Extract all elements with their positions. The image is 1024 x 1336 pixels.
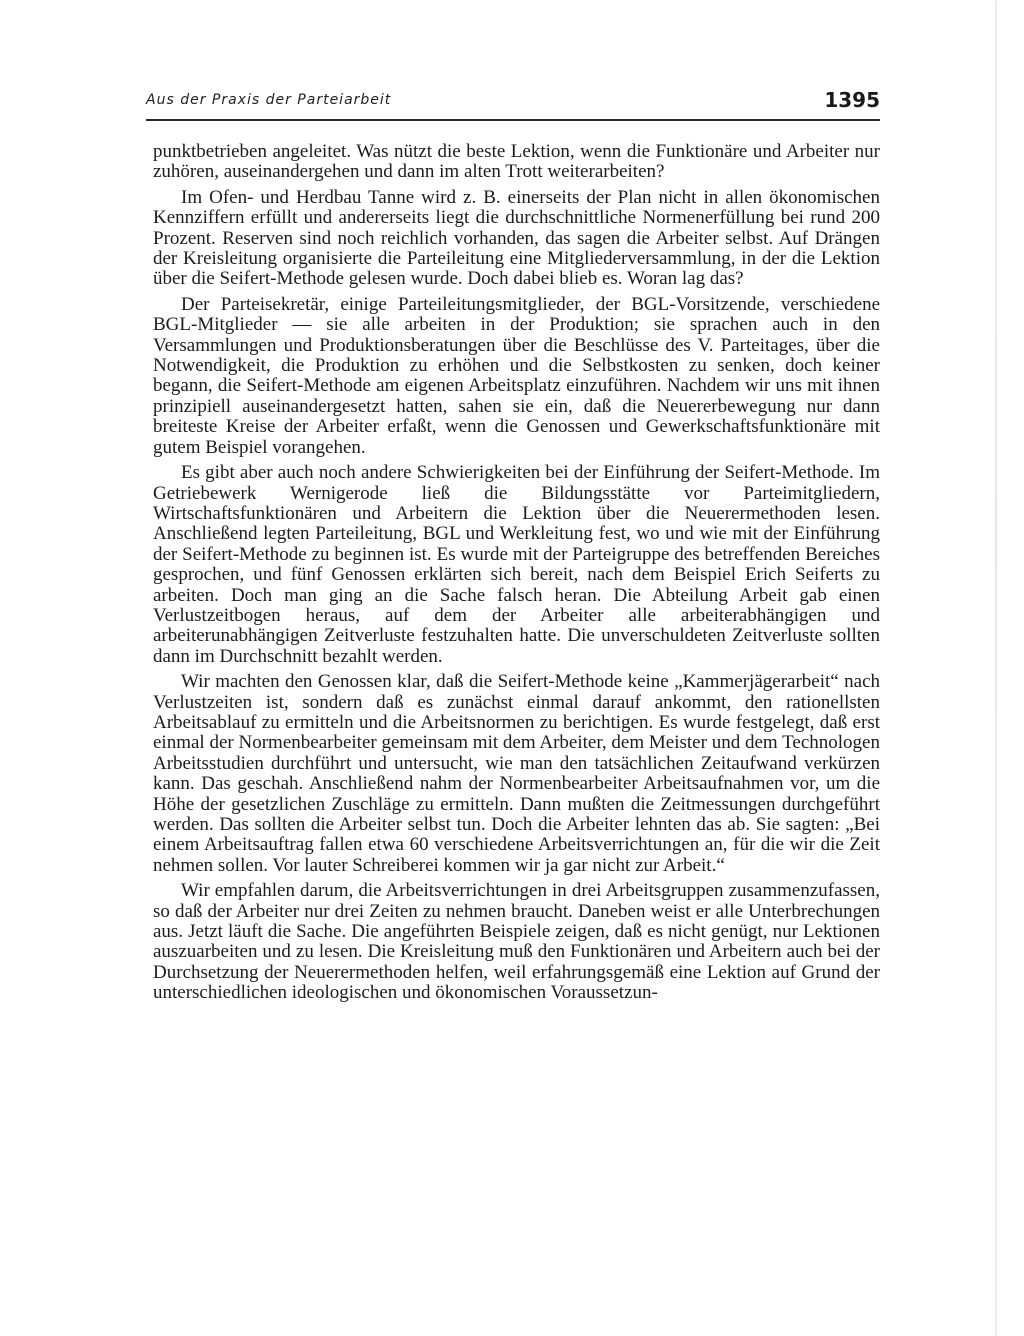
paragraph-1: punktbetrieben angeleitet. Was nützt die beste Lektion, wenn die Funktionäre und Arbeiter nur zuhören, auseinandergehen und dann im alten Trott weiterarbeiten? xyxy=(153,141,880,183)
paragraph-6: Wir empfahlen darum, die Arbeitsverrichtungen in drei Arbeitsgruppen zusammenzufassen, so daß der Arbeiter nur drei Zeiten zu nehmen braucht. Daneben weist er alle Unterbrechungen aus. Jetzt läuft die Sache. Die angeführten Beispiele zeigen, daß es nicht genügt, nur Lektionen auszuarbeiten und zu lesen. Die Kreisleitung muß den Funktionären und Arbeitern auch bei der Durchsetzung der Neuerermethoden helfen, weil erfahrungsgemäß eine Lektion auf Grund der unterschiedlichen ideologischen und ökonomischen Voraussetzun- xyxy=(153,880,880,1004)
scan-edge-shadow xyxy=(995,0,997,1336)
paragraph-3: Der Parteisekretär, einige Parteileitungsmitglieder, der BGL-Vorsitzende, verschiedene BGL-Mitglieder — sie alle arbeiten in der Produktion; sie sprachen auch in den Versammlungen und Produktionsberatungen über die Beschlüsse des V. Parteitages, über die Notwendigkeit, die Produktion zu erhöhen und die Selbstkosten zu senken, doch keiner begann, die Seifert-Methode am eigenen Arbeitsplatz einzuführen. Nachdem wir uns mit ihnen prinzipiell auseinandergesetzt hatten, sahen sie ein, daß die Neuererbewegung nur dann breiteste Kreise der Arbeiter erfaßt, wenn die Genossen und Gewerkschaftsfunktionäre mit gutem Beispiel vorangehen. xyxy=(153,293,880,458)
header-rule xyxy=(146,119,880,121)
paragraph-2: Im Ofen- und Herdbau Tanne wird z. B. einerseits der Plan nicht in allen ökonomischen Kennziffern erfüllt und andererseits liegt die durchschnittliche Normenerfüllung bei rund 200 Prozent. Reserven sind noch reichlich vorhanden, das sagen die Arbeiter selbst. Auf Drängen der Kreisleitung organisierte die Parteileitung eine Mitgliederversammlung, in der die Lektion über die Seifert-Methode gelesen wurde. Doch dabei blieb es. Woran lag das? xyxy=(153,186,880,290)
paragraph-5: Wir machten den Genossen klar, daß die Seifert-Methode keine „Kammerjägerarbeit“ nach Verlustzeiten ist, sondern daß es zunächst einmal darauf ankommt, den rationellsten Arbeitsablauf zu ermitteln und die Arbeitsnormen zu berichtigen. Es wurde festgelegt, daß erst einmal der Normenbearbeiter gemeinsam mit dem Arbeiter, dem Meister und dem Technologen Arbeitsstudien durchführt und untersucht, wie man den tatsächlichen Zeitaufwand verkürzen kann. Das geschah. Anschließend nahm der Normenbearbeiter Arbeitsaufnahmen vor, um die Höhe der gesetzlichen Zuschläge zu ermitteln. Dann mußten die Zeitmessungen durchgeführt werden. Das sollten die Arbeiter selbst tun. Doch die Arbeiter lehnten das ab. Sie sagten: „Bei einem Arbeitsauftrag fallen etwa 60 verschiedene Arbeitsverrichtungen an, für die wir die Zeit nehmen sollen. Vor lauter Schreiberei kommen wir ja gar nicht zur Arbeit.“ xyxy=(153,671,880,876)
section-title: Aus der Praxis der Parteiarbeit xyxy=(146,92,392,108)
page-number: 1395 xyxy=(824,88,880,112)
body-text xyxy=(153,142,880,1009)
running-header xyxy=(146,88,880,118)
paragraph-4: Es gibt aber auch noch andere Schwierigkeiten bei der Einführung der Seifert-Methode. Im Getriebewerk Wernigerode ließ die Bildungsstätte vor Parteimitgliedern, Wirtschaftsfunktionären und Arbeitern die Lektion über die Neuerermethoden lesen. Anschließend legten Parteileitung, BGL und Werkleitung fest, wo und wie mit der Einführung der Seifert-Methode zu beginnen ist. Es wurde mit der Parteigruppe des betreffenden Bereiches gesprochen, und fünf Genossen erklärten sich bereit, nach dem Beispiel Erich Seiferts zu arbeiten. Doch man ging an die Sache falsch heran. Die Abteilung Arbeit gab einen Verlustzeitbogen heraus, auf dem der Arbeiter alle arbeiterabhängigen und arbeiterunabhängigen Zeitverluste festzuhalten hatte. Die unverschuldeten Zeitverluste sollten dann im Durchschnitt bezahlt werden. xyxy=(153,462,880,667)
